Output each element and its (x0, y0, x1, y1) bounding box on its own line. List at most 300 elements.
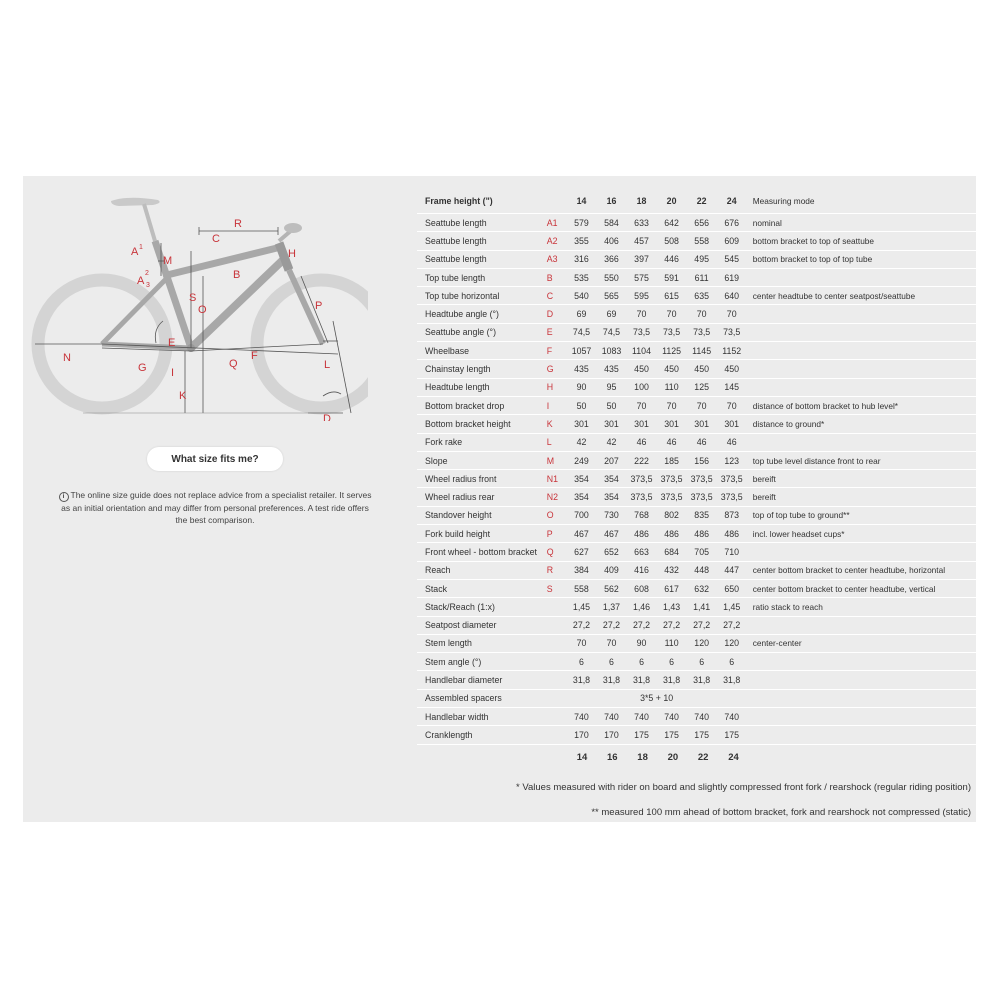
size-value: 611 (687, 268, 717, 286)
table-row (417, 579, 976, 597)
size-value: 432 (657, 561, 687, 579)
size-value: 373,5 (717, 470, 747, 488)
size-value: 450 (717, 360, 747, 378)
measuring-mode: top tube level distance front to rear (747, 451, 976, 469)
size-value: 650 (717, 579, 747, 597)
size-value: 70 (626, 305, 656, 323)
row-code (547, 653, 567, 671)
row-code (547, 598, 567, 616)
size-value: 46 (657, 433, 687, 451)
size-value: 125 (687, 378, 717, 396)
row-label: Headtube angle (°) (417, 305, 547, 323)
size-value: 110 (657, 634, 687, 652)
size-value: 700 (566, 506, 596, 524)
seatpost (144, 204, 155, 241)
row-code: A3 (547, 250, 567, 268)
size-value: 1,37 (596, 598, 626, 616)
size-value: 366 (596, 250, 626, 268)
row-code (547, 726, 567, 744)
row-label: Wheel radius front (417, 470, 547, 488)
size-value: 608 (626, 579, 656, 597)
table-row (417, 506, 976, 524)
footer-size: 22 (697, 752, 709, 763)
size-value: 635 (687, 287, 717, 305)
size-value: 609 (717, 232, 747, 250)
label-a1-sup: 1 (139, 244, 143, 251)
row-code: N1 (547, 470, 567, 488)
row-label: Stack/Reach (1:x) (417, 598, 547, 616)
size-value: 170 (596, 726, 626, 744)
size-value: 31,8 (596, 671, 626, 689)
size-value: 170 (566, 726, 596, 744)
row-label: Top tube horizontal (417, 287, 547, 305)
size-value: 69 (566, 305, 596, 323)
size-value: 558 (687, 232, 717, 250)
size-value: 486 (626, 525, 656, 543)
row-label: Handlebar diameter (417, 671, 547, 689)
measuring-mode: ratio stack to reach (747, 598, 976, 616)
size-value: 301 (566, 415, 596, 433)
size-value: 354 (596, 488, 626, 506)
label-p: P (315, 300, 323, 312)
size-value: 50 (596, 396, 626, 414)
size-value: 90 (566, 378, 596, 396)
size-value: 584 (596, 214, 626, 232)
table-row (417, 342, 976, 360)
size-value: 486 (657, 525, 687, 543)
size-value: 457 (626, 232, 656, 250)
row-label: Wheel radius rear (417, 488, 547, 506)
size-value: 642 (657, 214, 687, 232)
size-value: 550 (596, 268, 626, 286)
size-value: 301 (626, 415, 656, 433)
table-row (417, 726, 976, 744)
measuring-mode: nominal (747, 214, 976, 232)
size-value: 1,45 (717, 598, 747, 616)
size-value: 42 (566, 433, 596, 451)
size-value: 46 (626, 433, 656, 451)
size-value: 156 (687, 451, 717, 469)
size-value: 835 (687, 506, 717, 524)
size-value: 447 (717, 561, 747, 579)
measuring-mode (747, 378, 976, 396)
row-code: B (547, 268, 567, 286)
row-label: Seattube angle (°) (417, 323, 547, 341)
row-code: O (547, 506, 567, 524)
size-value: 70 (717, 305, 747, 323)
size-value: 1,43 (657, 598, 687, 616)
label-k: K (179, 390, 187, 402)
footnote-riding-position: * Values measured with rider on board and slightly compressed front fork / rearshock (regular riding position) (516, 782, 971, 793)
size-value: 619 (717, 268, 747, 286)
label-i: I (171, 367, 175, 379)
size-value: 1,46 (626, 598, 656, 616)
row-code: A2 (547, 232, 567, 250)
size-value: 730 (596, 506, 626, 524)
row-code (547, 689, 567, 707)
table-row (417, 543, 976, 561)
size-value: 508 (657, 232, 687, 250)
size-value: 450 (687, 360, 717, 378)
label-s: S (189, 292, 197, 304)
footer-size: 18 (637, 752, 648, 763)
size-value: 69 (596, 305, 626, 323)
size-value: 740 (596, 708, 626, 726)
row-code (547, 616, 567, 634)
size-value: 31,8 (657, 671, 687, 689)
size-value: 575 (626, 268, 656, 286)
size-value: 397 (626, 250, 656, 268)
what-size-fits-me-button[interactable]: What size fits me? (147, 447, 283, 471)
size-value: 175 (717, 726, 747, 744)
size-value: 486 (687, 525, 717, 543)
label-l: L (324, 359, 331, 371)
row-label: Seatpost diameter (417, 616, 547, 634)
table-row (417, 689, 976, 707)
note-text: The online size guide does not replace advice from a specialist retailer. It serves as an initial orientation and may differ from personal preferences. A test ride offers the best comparison. (61, 490, 372, 525)
size-value: 467 (596, 525, 626, 543)
footer-size: 14 (576, 752, 588, 763)
size-value: 316 (566, 250, 596, 268)
label-a2-sup: 2 (145, 270, 149, 277)
row-label: Seattube length (417, 214, 547, 232)
size-value: 185 (657, 451, 687, 469)
size-value: 615 (657, 287, 687, 305)
size-value: 565 (596, 287, 626, 305)
table-row (417, 287, 976, 305)
size-value: 627 (566, 543, 596, 561)
size-value: 1152 (717, 342, 747, 360)
measuring-mode-header: Measuring mode (747, 189, 976, 214)
size-value: 450 (657, 360, 687, 378)
measuring-mode (747, 268, 976, 286)
size-value: 70 (657, 305, 687, 323)
label-g: G (138, 362, 147, 374)
row-code: F (547, 342, 567, 360)
measuring-mode (747, 323, 976, 341)
measuring-mode (747, 671, 976, 689)
table-row (417, 671, 976, 689)
row-code: K (547, 415, 567, 433)
size-value: 740 (717, 708, 747, 726)
size-value: 562 (596, 579, 626, 597)
table-row (417, 561, 976, 579)
table-row (417, 305, 976, 323)
size-value: 120 (717, 634, 747, 652)
table-row (417, 616, 976, 634)
frame-height-header: Frame height (") (417, 189, 566, 214)
size-value: 90 (626, 634, 656, 652)
table-header-row (417, 189, 976, 214)
size-value: 373,5 (626, 488, 656, 506)
row-code: H (547, 378, 567, 396)
label-q: Q (229, 358, 238, 370)
measuring-mode: distance of bottom bracket to hub level* (747, 396, 976, 414)
size-value: 684 (657, 543, 687, 561)
measuring-mode: bereift (747, 488, 976, 506)
size-value: 73,5 (626, 323, 656, 341)
merged-value: 3*5 + 10 (566, 689, 746, 707)
handlebar (284, 223, 302, 233)
row-label: Seattube length (417, 250, 547, 268)
label-r: R (234, 218, 242, 230)
size-value: 74,5 (566, 323, 596, 341)
top-tube (163, 247, 281, 276)
measuring-mode: incl. lower headset cups* (747, 525, 976, 543)
size-value: 740 (687, 708, 717, 726)
size-value: 31,8 (626, 671, 656, 689)
label-m: M (163, 255, 173, 267)
row-label: Stem length (417, 634, 547, 652)
footer-size: 16 (607, 752, 618, 763)
geometry-panel (23, 176, 976, 822)
row-label: Reach (417, 561, 547, 579)
label-h: H (288, 248, 296, 260)
label-a3: A (137, 275, 145, 287)
footer-size: 20 (667, 752, 679, 763)
row-code: E (547, 323, 567, 341)
size-value: 740 (566, 708, 596, 726)
size-value: 175 (657, 726, 687, 744)
row-label: Cranklength (417, 726, 547, 744)
table-row (417, 433, 976, 451)
size-value: 450 (626, 360, 656, 378)
row-label: Chainstay length (417, 360, 547, 378)
size-value: 70 (717, 396, 747, 414)
size-header: 14 (566, 189, 596, 214)
size-value: 579 (566, 214, 596, 232)
row-label: Wheelbase (417, 342, 547, 360)
size-value: 73,5 (717, 323, 747, 341)
label-c: C (212, 233, 220, 245)
label-e: E (168, 337, 176, 349)
size-value: 70 (596, 634, 626, 652)
row-label: Stem angle (°) (417, 653, 547, 671)
size-value: 95 (596, 378, 626, 396)
measuring-mode (747, 653, 976, 671)
size-value: 540 (566, 287, 596, 305)
size-value: 873 (717, 506, 747, 524)
measuring-mode: center headtube to center seatpost/seattube (747, 287, 976, 305)
size-value: 354 (566, 470, 596, 488)
size-value: 710 (717, 543, 747, 561)
table-row (417, 653, 976, 671)
bike-geometry-diagram (23, 191, 368, 421)
measuring-mode (747, 342, 976, 360)
geometry-table-body (417, 214, 976, 745)
size-value: 50 (566, 396, 596, 414)
row-label: Standover height (417, 506, 547, 524)
row-code: C (547, 287, 567, 305)
size-value: 705 (687, 543, 717, 561)
label-b: B (233, 269, 241, 281)
measuring-mode (747, 543, 976, 561)
size-value: 70 (687, 396, 717, 414)
table-row (417, 634, 976, 652)
size-value: 145 (717, 378, 747, 396)
label-f: F (251, 350, 258, 362)
table-row (417, 232, 976, 250)
size-value: 1,41 (687, 598, 717, 616)
size-value: 373,5 (626, 470, 656, 488)
size-value: 73,5 (657, 323, 687, 341)
measuring-mode: distance to ground* (747, 415, 976, 433)
size-value: 1145 (687, 342, 717, 360)
label-o: O (198, 304, 207, 316)
footer-size: 24 (728, 752, 739, 763)
size-value: 1104 (626, 342, 656, 360)
size-value: 1083 (596, 342, 626, 360)
size-value: 27,2 (717, 616, 747, 634)
size-value: 31,8 (717, 671, 747, 689)
size-value: 120 (687, 634, 717, 652)
size-value: 373,5 (717, 488, 747, 506)
label-a3-sup: 3 (146, 282, 150, 289)
table-row (417, 268, 976, 286)
row-code: N2 (547, 488, 567, 506)
row-code: A1 (547, 214, 567, 232)
size-value: 535 (566, 268, 596, 286)
row-code (547, 634, 567, 652)
table-row (417, 451, 976, 469)
size-value: 802 (657, 506, 687, 524)
row-code (547, 671, 567, 689)
table-row (417, 470, 976, 488)
size-value: 27,2 (596, 616, 626, 634)
measuring-mode (747, 305, 976, 323)
size-value: 70 (687, 305, 717, 323)
size-value: 46 (717, 433, 747, 451)
size-value: 384 (566, 561, 596, 579)
size-value: 70 (657, 396, 687, 414)
row-code: Q (547, 543, 567, 561)
table-row (417, 396, 976, 414)
size-header: 22 (687, 189, 717, 214)
size-value: 27,2 (626, 616, 656, 634)
measuring-mode: top of top tube to ground** (747, 506, 976, 524)
row-code: L (547, 433, 567, 451)
size-value: 656 (687, 214, 717, 232)
size-value: 110 (657, 378, 687, 396)
measuring-mode: bereift (747, 470, 976, 488)
size-value: 73,5 (687, 323, 717, 341)
size-value: 6 (566, 653, 596, 671)
size-value: 301 (596, 415, 626, 433)
table-row (417, 415, 976, 433)
size-value: 768 (626, 506, 656, 524)
size-value: 595 (626, 287, 656, 305)
size-value: 27,2 (687, 616, 717, 634)
size-value: 301 (657, 415, 687, 433)
size-value: 301 (717, 415, 747, 433)
geometry-table (417, 189, 976, 745)
size-value: 6 (626, 653, 656, 671)
table-row (417, 360, 976, 378)
size-value: 100 (626, 378, 656, 396)
size-value: 373,5 (657, 470, 687, 488)
row-label: Assembled spacers (417, 689, 547, 707)
measuring-mode: bottom bracket to top of top tube (747, 250, 976, 268)
row-code: D (547, 305, 567, 323)
row-code (547, 708, 567, 726)
size-value: 70 (626, 396, 656, 414)
table-row (417, 488, 976, 506)
measuring-mode: center-center (747, 634, 976, 652)
measuring-mode (747, 360, 976, 378)
size-value: 222 (626, 451, 656, 469)
size-value: 6 (657, 653, 687, 671)
footnote-static: ** measured 100 mm ahead of bottom bracket, fork and rearshock not compressed (static) (591, 807, 971, 818)
size-value: 354 (596, 470, 626, 488)
table-row (417, 323, 976, 341)
row-label: Seattube length (417, 232, 547, 250)
row-label: Slope (417, 451, 547, 469)
row-label: Fork build height (417, 525, 547, 543)
measuring-mode: center bottom bracket to center headtube, horizontal (747, 561, 976, 579)
size-value: 249 (566, 451, 596, 469)
size-header: 16 (596, 189, 626, 214)
table-row (417, 250, 976, 268)
measuring-mode (747, 708, 976, 726)
size-value: 435 (566, 360, 596, 378)
row-label: Top tube length (417, 268, 547, 286)
size-value: 406 (596, 232, 626, 250)
size-value: 70 (566, 634, 596, 652)
row-label: Stack (417, 579, 547, 597)
table-row (417, 598, 976, 616)
size-value: 652 (596, 543, 626, 561)
saddle (111, 198, 160, 206)
size-value: 446 (657, 250, 687, 268)
measuring-mode (747, 616, 976, 634)
row-code: R (547, 561, 567, 579)
row-code: M (547, 451, 567, 469)
table-row (417, 708, 976, 726)
size-value: 558 (566, 579, 596, 597)
row-label: Bottom bracket drop (417, 396, 547, 414)
size-value: 6 (717, 653, 747, 671)
size-header: 18 (626, 189, 656, 214)
size-value: 486 (717, 525, 747, 543)
size-value: 632 (687, 579, 717, 597)
size-value: 27,2 (566, 616, 596, 634)
measuring-mode (747, 433, 976, 451)
size-value: 6 (687, 653, 717, 671)
size-value: 416 (626, 561, 656, 579)
label-a1: A (131, 246, 139, 258)
size-value: 545 (717, 250, 747, 268)
table-row (417, 378, 976, 396)
size-value: 175 (626, 726, 656, 744)
table-row (417, 525, 976, 543)
size-value: 740 (657, 708, 687, 726)
row-code: S (547, 579, 567, 597)
measuring-mode (747, 726, 976, 744)
row-label: Fork rake (417, 433, 547, 451)
row-code: I (547, 396, 567, 414)
size-value: 74,5 (596, 323, 626, 341)
size-value: 301 (687, 415, 717, 433)
size-value: 591 (657, 268, 687, 286)
size-guide-note (55, 489, 375, 526)
label-d: D (323, 413, 331, 421)
table-row (417, 214, 976, 232)
size-value: 123 (717, 451, 747, 469)
row-label: Front wheel - bottom bracket (417, 543, 547, 561)
size-value: 27,2 (657, 616, 687, 634)
measuring-mode: bottom bracket to top of seattube (747, 232, 976, 250)
size-value: 663 (626, 543, 656, 561)
